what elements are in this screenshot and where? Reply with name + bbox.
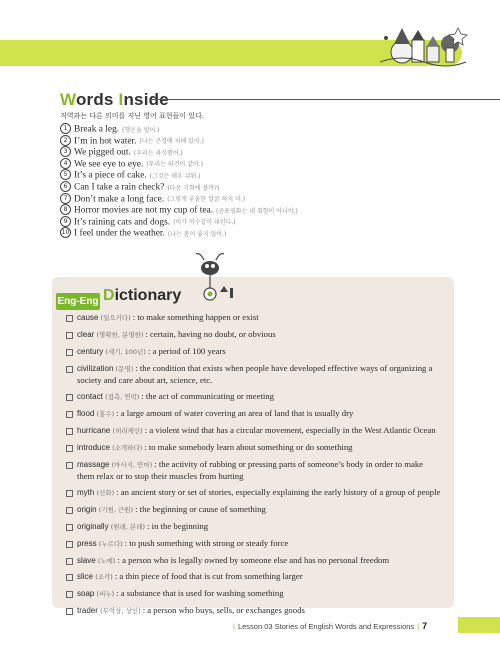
entry-korean: (기원, 근원) bbox=[98, 505, 134, 514]
dictionary-entry bbox=[66, 346, 442, 359]
entry-definition: : a large amount of water covering an area of land that is usually dry bbox=[116, 407, 354, 418]
entry-word: originally bbox=[77, 521, 109, 531]
expression-number: 1 bbox=[60, 123, 71, 134]
expression-number: 2 bbox=[60, 135, 71, 146]
expression-gloss: (행운을 빌어.) bbox=[122, 126, 160, 134]
dictionary-heading bbox=[103, 287, 181, 305]
entry-korean: (허리케인) bbox=[112, 426, 143, 435]
entry-word: century bbox=[77, 346, 104, 356]
expression-gloss: (다음 기회에 볼까?) bbox=[167, 184, 220, 192]
dictionary-initial-d: D bbox=[103, 287, 115, 304]
entry-definition: : in the beginning bbox=[147, 520, 209, 531]
dictionary-entry bbox=[66, 588, 442, 601]
expression-number: 6 bbox=[60, 181, 71, 192]
entry-definition: : the act of communicating or meeting bbox=[141, 391, 274, 402]
entry-word: clear bbox=[77, 329, 95, 339]
expression-number: 7 bbox=[60, 193, 71, 204]
entry-definition: : a person who buys, sells, or exchanges goods bbox=[142, 605, 305, 616]
expression-text: I feel under the weather. bbox=[74, 229, 165, 239]
entry-korean: (누르다) bbox=[98, 539, 123, 548]
entry-korean: (홍수) bbox=[96, 409, 115, 418]
entry-definition: : to push something with strong or steady force bbox=[124, 537, 289, 548]
entry-definition: : a thin piece of food that is cut from something larger bbox=[114, 571, 303, 582]
expression-text: Don’t make a long face. bbox=[74, 194, 165, 205]
dictionary-entry bbox=[66, 425, 442, 438]
heading-initial-w: W bbox=[60, 90, 76, 109]
castle-illustration-icon bbox=[372, 18, 468, 72]
checkbox-square-icon bbox=[66, 574, 73, 581]
expression-gloss: (나는 곤경에 처해 있어.) bbox=[139, 138, 204, 146]
dictionary-entry bbox=[66, 521, 442, 534]
footer-accent-bar bbox=[458, 617, 500, 633]
entry-word: origin bbox=[77, 504, 97, 514]
checkbox-square-icon bbox=[66, 507, 73, 514]
entry-korean: (명확한, 분명한) bbox=[96, 330, 144, 339]
checkbox-square-icon bbox=[66, 394, 73, 401]
entry-korean: (세기, 100년) bbox=[105, 347, 146, 356]
checkbox-square-icon bbox=[66, 558, 73, 565]
expression-text: Break a leg. bbox=[74, 124, 120, 135]
expression-gloss: (그렇게 우울한 얼굴 하지 마.) bbox=[167, 196, 246, 204]
entry-definition: : to make something happen or exist bbox=[132, 312, 259, 322]
words-inside-intro: 직역과는 다른 의미를 지닌 영어 표현들이 있다. bbox=[60, 112, 205, 120]
dictionary-entry bbox=[66, 571, 442, 584]
expression-number: 5 bbox=[60, 169, 71, 180]
entry-word: trader bbox=[77, 606, 98, 616]
dictionary-entry bbox=[66, 555, 442, 568]
expression-item bbox=[60, 205, 298, 217]
expression-item bbox=[60, 124, 298, 136]
expression-text: I’m in hot water. bbox=[74, 136, 137, 147]
dictionary-entry bbox=[66, 538, 442, 551]
entry-word: massage bbox=[77, 459, 110, 469]
expression-gloss: (비가 억수같이 내린다.) bbox=[173, 219, 236, 227]
checkbox-square-icon bbox=[66, 445, 73, 452]
entry-word: introduce bbox=[77, 442, 110, 452]
expression-item bbox=[60, 217, 298, 229]
entry-korean: (마사지, 안마) bbox=[111, 460, 153, 469]
expression-text: It’s raining cats and dogs. bbox=[74, 217, 171, 228]
dictionary-entry bbox=[66, 487, 442, 500]
dictionary-entry bbox=[66, 459, 442, 483]
checkbox-square-icon bbox=[66, 490, 73, 497]
dictionary-entry bbox=[66, 312, 442, 325]
bug-character-icon bbox=[190, 248, 240, 304]
heading-divider bbox=[150, 99, 500, 100]
expression-number: 3 bbox=[60, 146, 71, 157]
expression-text: We see eye to eye. bbox=[74, 159, 144, 170]
heading-part-ords: ords bbox=[75, 90, 119, 109]
entry-definition: : the condition that exists when people have developed effective ways of organizing a society and care about art, science, etc. bbox=[77, 362, 433, 386]
checkbox-square-icon bbox=[66, 349, 73, 356]
entry-korean: (문명) bbox=[115, 364, 134, 373]
heading-initial-i: I bbox=[118, 90, 124, 109]
expression-text: Can I take a rain check? bbox=[74, 182, 165, 193]
entry-word: flood bbox=[77, 408, 95, 418]
dictionary-entry bbox=[66, 504, 442, 517]
expression-item bbox=[60, 170, 298, 182]
expression-item bbox=[60, 194, 298, 206]
expression-text: Horror movies are not my cup of tea. bbox=[74, 205, 214, 216]
page-footer: | Lesson 03 Stories of English Words and Expressions | 7 bbox=[233, 621, 428, 631]
page-number: 7 bbox=[422, 621, 428, 631]
dictionary-rest: ictionary bbox=[114, 287, 182, 304]
eng-eng-tag: Eng-Eng bbox=[56, 293, 100, 310]
expression-number: 4 bbox=[60, 158, 71, 169]
expression-number: 9 bbox=[60, 216, 71, 227]
expression-gloss: (우리는 과식했어.) bbox=[133, 149, 183, 157]
entry-definition: : to make somebody learn about something or do something bbox=[144, 441, 353, 452]
expression-gloss: (공포영화는 내 취향이 아니야.) bbox=[216, 207, 298, 215]
entry-definition: : a violent wind that has a circular movement, especially in the West Atlantic Ocean bbox=[144, 424, 436, 435]
entry-korean: (비누) bbox=[96, 590, 115, 599]
dictionary-entry bbox=[66, 408, 442, 421]
checkbox-square-icon bbox=[66, 411, 73, 418]
expression-text: We pigged out. bbox=[74, 147, 131, 158]
expression-number: 8 bbox=[60, 204, 71, 215]
dictionary-entry bbox=[66, 442, 442, 455]
entry-word: soap bbox=[77, 589, 95, 599]
expression-item bbox=[60, 159, 298, 171]
entry-korean: (무역상, 상인) bbox=[100, 607, 141, 616]
checkbox-square-icon bbox=[66, 315, 73, 322]
entry-definition: : certain, having no doubt, or obvious bbox=[145, 328, 276, 339]
entry-definition: : an ancient story or set of stories, especially explaining the early history of a group of people bbox=[116, 487, 441, 498]
entry-word: myth bbox=[77, 488, 95, 498]
entry-korean: (노예) bbox=[97, 556, 116, 565]
checkbox-square-icon bbox=[66, 591, 73, 598]
entry-word: hurricane bbox=[77, 425, 111, 435]
expression-text: It’s a piece of cake. bbox=[74, 171, 147, 182]
entry-korean: (접촉, 연락) bbox=[104, 393, 140, 402]
entry-definition: : a period of 100 years bbox=[147, 345, 226, 356]
entry-word: press bbox=[77, 538, 97, 548]
expression-gloss: (나는 몸이 좋지 않아.) bbox=[167, 231, 227, 238]
heading-part-nside: nside bbox=[123, 90, 169, 109]
expression-gloss: (그것은 매우 쉬워.) bbox=[149, 173, 201, 181]
expression-number: 10 bbox=[61, 229, 70, 237]
expression-item bbox=[60, 136, 298, 148]
checkbox-square-icon bbox=[66, 366, 73, 373]
dictionary-entry bbox=[66, 391, 442, 404]
entry-korean: (일으키다) bbox=[100, 314, 131, 322]
entry-korean: (소개하다) bbox=[112, 443, 143, 452]
entry-word: slice bbox=[77, 572, 94, 582]
expression-item bbox=[60, 228, 298, 240]
entry-definition: : a person who is legally owned by someone else and has no personal freedom bbox=[117, 554, 390, 565]
checkbox-square-icon bbox=[66, 541, 73, 548]
entry-definition: : a substance that is used for washing something bbox=[116, 588, 284, 599]
expression-item bbox=[60, 182, 298, 194]
entry-word: contact bbox=[77, 392, 103, 402]
entry-word: slave bbox=[77, 555, 96, 565]
entry-korean: (신화) bbox=[96, 489, 115, 498]
words-inside-heading bbox=[60, 90, 169, 110]
entry-definition: : the activity of rubbing or pressing parts of someone’s body in order to make them relax or to stop their muscles from hurting bbox=[77, 458, 424, 482]
expression-list bbox=[60, 124, 298, 240]
dictionary-entry bbox=[66, 605, 442, 618]
entry-word: civilization bbox=[77, 363, 114, 373]
checkbox-square-icon bbox=[66, 332, 73, 339]
checkbox-square-icon bbox=[66, 524, 73, 531]
checkbox-square-icon bbox=[66, 462, 73, 469]
expression-gloss: (우리는 의견이 같아.) bbox=[146, 161, 204, 169]
dictionary-entry-list bbox=[66, 312, 442, 622]
expression-item bbox=[60, 147, 298, 159]
entry-word: cause bbox=[77, 313, 99, 322]
entry-korean: (조각) bbox=[95, 573, 113, 582]
checkbox-square-icon bbox=[66, 608, 73, 615]
footer-lesson-title: Lesson 03 Stories of English Words and Expressions bbox=[237, 622, 415, 631]
entry-korean: (원래, 본래) bbox=[110, 522, 146, 531]
dictionary-entry bbox=[66, 329, 442, 342]
entry-definition: : the beginning or cause of something bbox=[135, 503, 266, 514]
checkbox-square-icon bbox=[66, 428, 73, 435]
dictionary-entry bbox=[66, 363, 442, 387]
